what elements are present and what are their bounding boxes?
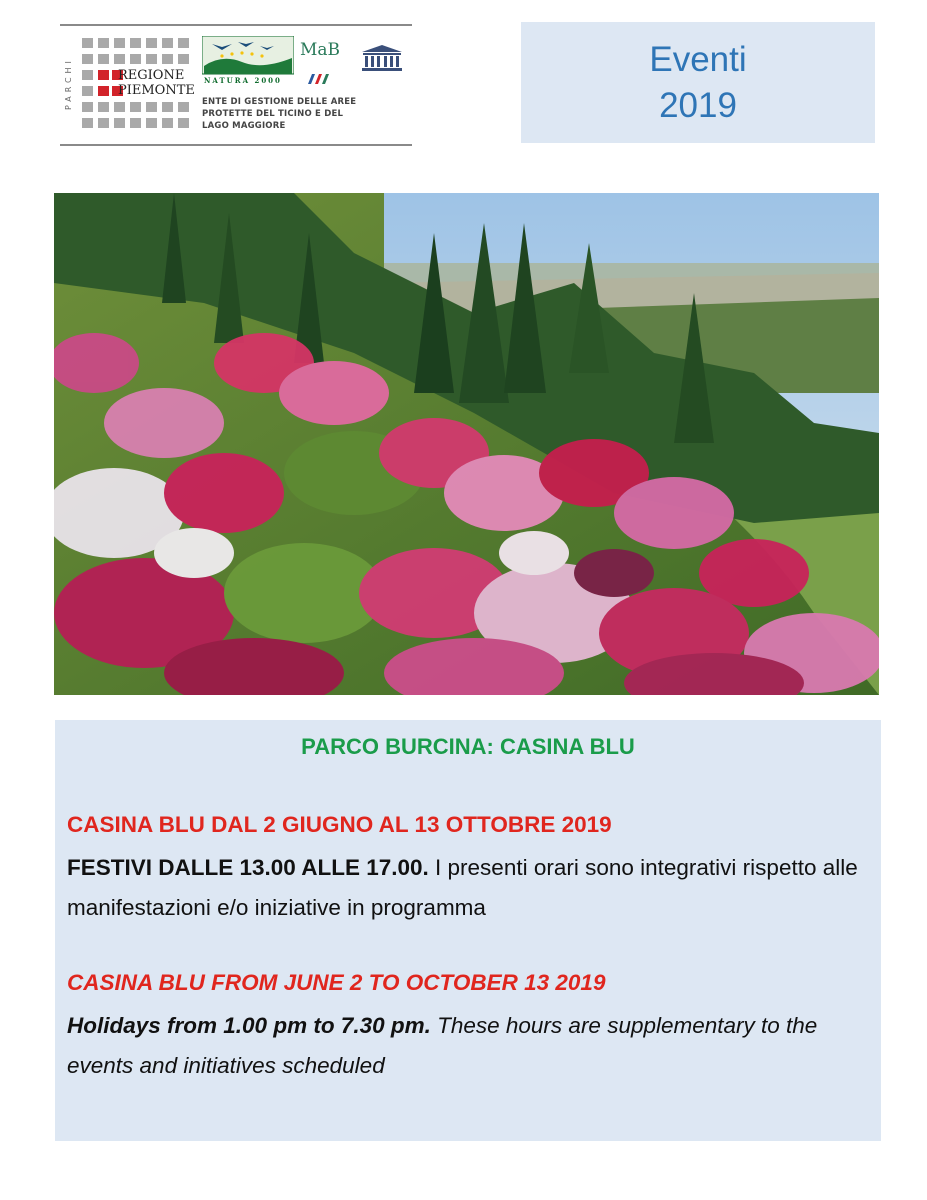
english-heading: CASINA BLU FROM JUNE 2 TO OCTOBER 13 2019 [67,970,606,995]
mab-stripes-icon [306,74,330,84]
eventi-label: Eventi [649,39,747,79]
year-label: 2019 [659,85,737,125]
italian-hours: FESTIVI DALLE 13.00 ALLE 17.00. [67,855,429,880]
park-authority-logo [60,24,412,146]
english-note: These hours are supplementary to the events and initiatives scheduled [67,1013,818,1078]
natura-2000-label: NATURA 2000 [204,76,282,85]
ente-line-3: LAGO MAGGIORE [202,121,286,131]
regione-piemonte-text [118,68,195,98]
english-description [67,1006,867,1086]
park-title: PARCO BURCINA: CASINA BLU [301,734,635,759]
event-info-box [55,720,881,1141]
unesco-icon [360,44,404,72]
parchi-label: PARCHI [64,57,73,111]
italian-note: I presenti orari sono integrativi rispetto alle manifestazioni e/o iniziative in programma [67,855,858,920]
english-hours: Holidays from 1.00 pm to 7.30 pm. [67,1013,431,1038]
mab-label: MaB [300,40,341,60]
ente-line-1: ENTE DI GESTIONE DELLE AREE [202,97,357,107]
ente-gestione-text [202,96,356,132]
piemonte-line: PIEMONTE [118,83,195,98]
italian-heading: CASINA BLU DAL 2 GIUGNO AL 13 OTTOBRE 2019 [67,812,612,837]
ente-line-2: PROTETTE DEL TICINO E DEL [202,109,344,119]
italian-description [67,848,867,928]
regione-line: REGIONE [118,68,185,83]
eventi-year-box [521,22,875,143]
rhododendron-park-photo [54,193,879,695]
